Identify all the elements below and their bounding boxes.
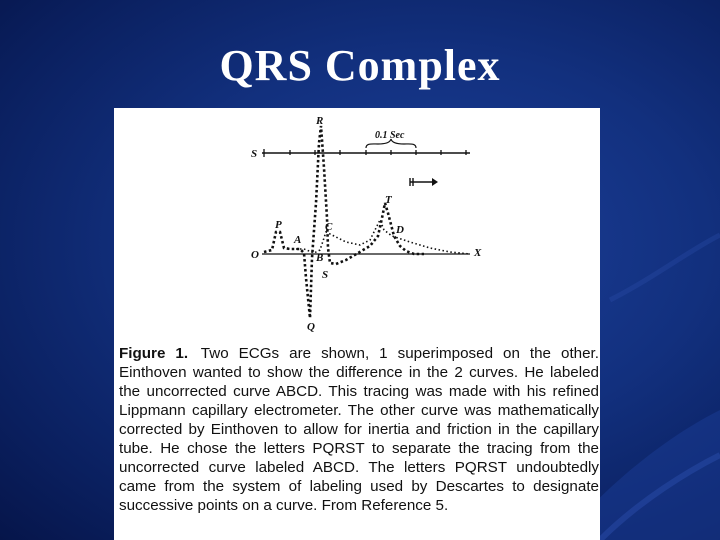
- figure-panel: [114, 108, 600, 540]
- label-s-top: S: [251, 148, 258, 160]
- label-b: B: [316, 252, 324, 264]
- label-p: P: [275, 219, 282, 231]
- direction-arrow-icon: [410, 178, 438, 186]
- ecg-diagram: [114, 108, 600, 340]
- label-c: C: [325, 221, 333, 233]
- label-time-scale: 0.1 Sec: [375, 130, 405, 141]
- caption-label: Figure 1.: [119, 345, 189, 362]
- label-d: D: [396, 224, 404, 236]
- figure-caption: [119, 344, 599, 515]
- label-t: T: [385, 194, 392, 206]
- label-s-bottom: S: [322, 269, 329, 281]
- pqrst-curve: [264, 126, 424, 318]
- label-o: O: [251, 249, 259, 261]
- label-a: A: [294, 234, 302, 246]
- label-x: X: [474, 247, 482, 259]
- caption-text: Two ECGs are shown, 1 superimposed on the other. Einthoven wanted to show the difference in the 2 curves. He labeled the uncorrected curve ABCD. This tracing was made with his refined Lippmann capillary electrometer. The other curve was mathematically corrected by Einthoven to allow for inertia and friction in the capillary tube. He chose the letters PQRST to separate the tracing from the uncorrected curve labeled ABCD. The letters PQRST undoubtedly came from the system of labeling used by Descartes to designate successive points on a curve. From Reference 5.: [119, 345, 599, 514]
- slide-title: QRS Complex: [219, 41, 501, 90]
- label-r: R: [316, 115, 324, 127]
- label-q: Q: [307, 321, 315, 333]
